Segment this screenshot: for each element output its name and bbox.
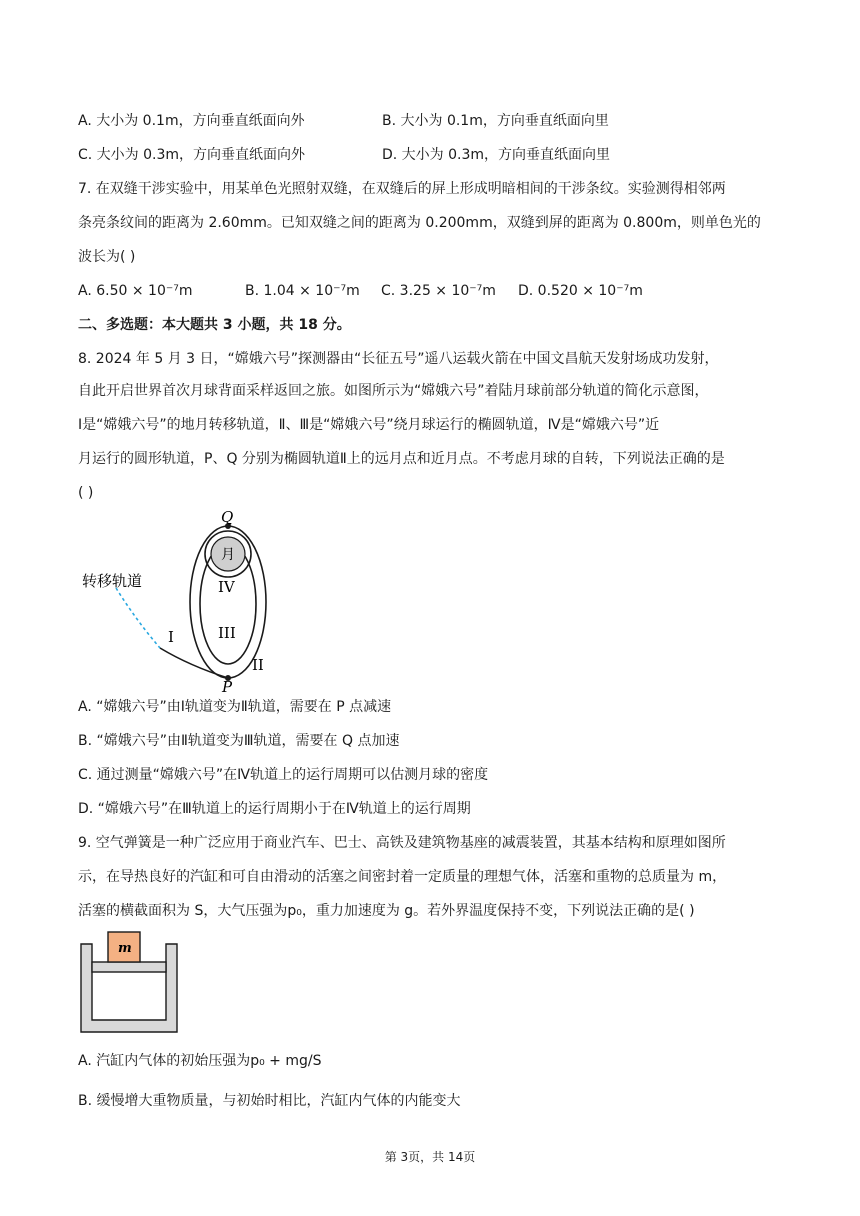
orbit-i: [160, 648, 228, 678]
q7-stem-line1: 7. 在双缝干涉实验中，用某单色光照射双缝，在双缝后的屏上形成明暗相间的干涉条纹。实验测得相邻两: [78, 181, 726, 197]
orbit-diagram: [78, 508, 278, 692]
q6-option-b: B. 大小为 0.1m，方向垂直纸面向里: [382, 113, 609, 129]
piston: [92, 962, 166, 972]
q6-option-d: D. 大小为 0.3m，方向垂直纸面向里: [382, 147, 611, 163]
label-moon: 月: [221, 547, 235, 563]
q7-option-c: C. 3.25 × 10⁻⁷m: [381, 283, 496, 299]
label-iii: III: [218, 624, 236, 642]
air-spring-diagram: [80, 930, 180, 1036]
q8-stem-line3: Ⅰ是“嫦娥六号”的地月转移轨道，Ⅱ、Ⅲ是“嫦娥六号”绕月球运行的椭圆轨道，Ⅳ是“嫦娥六号”近: [78, 417, 660, 433]
q8-option-d: D. “嫦娥六号”在Ⅲ轨道上的运行周期小于在Ⅳ轨道上的运行周期: [78, 801, 471, 817]
q6-option-a: A. 大小为 0.1m，方向垂直纸面向外: [78, 113, 305, 129]
q7-option-a: A. 6.50 × 10⁻⁷m: [78, 283, 193, 299]
q9-stem-line1: 9. 空气弹簧是一种广泛应用于商业汽车、巴士、高铁及建筑物基座的减震装置，其基本结构和原理如图所: [78, 835, 726, 851]
q7-option-d: D. 0.520 × 10⁻⁷m: [518, 283, 643, 299]
q7-stem-line3: 波长为( ): [78, 249, 136, 265]
label-p: P: [222, 678, 233, 692]
q8-stem-line2: 自此开启世界首次月球背面采样返回之旅。如图所示为“嫦娥六号”着陆月球前部分轨道的简化示意图，: [78, 383, 709, 399]
q6-option-c: C. 大小为 0.3m，方向垂直纸面向外: [78, 147, 306, 163]
q9-stem-line3: 活塞的横截面积为 S，大气压强为p₀，重力加速度为 g。若外界温度保持不变，下列说法正确的是( ): [78, 903, 695, 919]
q9-stem-line2: 示，在导热良好的汽缸和可自由滑动的活塞之间密封着一定质量的理想气体，活塞和重物的总质量为 m，: [78, 869, 727, 885]
q8-stem-line5: ( ): [78, 485, 94, 501]
label-ii: II: [252, 656, 264, 674]
section-header: 二、多选题：本大题共 3 小题，共 18 分。: [78, 317, 351, 333]
q7-stem-line2: 条亮条纹间的距离为 2.60mm。已知双缝之间的距离为 0.200mm，双缝到屏的距离为 0.800m，则单色光的: [78, 215, 761, 231]
q8-option-c: C. 通过测量“嫦娥六号”在Ⅳ轨道上的运行周期可以估测月球的密度: [78, 767, 489, 783]
label-iv: IV: [218, 578, 235, 596]
q8-option-b: B. “嫦娥六号”由Ⅱ轨道变为Ⅲ轨道，需要在 Q 点加速: [78, 733, 400, 749]
q8-option-a: A. “嫦娥六号”由Ⅰ轨道变为Ⅱ轨道，需要在 P 点减速: [78, 699, 392, 715]
q7-option-b: B. 1.04 × 10⁻⁷m: [245, 283, 360, 299]
label-i: I: [168, 628, 174, 646]
label-transfer-orbit: 转移轨道: [82, 572, 143, 590]
transfer-orbit-dashed: [116, 588, 160, 648]
q9-option-a: A. 汽缸内气体的初始压强为p₀ + mg/S: [78, 1053, 322, 1069]
q8-stem-line4: 月运行的圆形轨道，P、Q 分别为椭圆轨道Ⅱ上的远月点和近月点。不考虑月球的自转，下列说法正确的是: [78, 451, 725, 467]
q9-option-b: B. 缓慢增大重物质量，与初始时相比，汽缸内气体的内能变大: [78, 1093, 461, 1109]
label-m: m: [118, 941, 132, 956]
label-q: Q: [221, 508, 234, 526]
page-footer: 第 3页，共 14页: [384, 1150, 476, 1164]
q8-stem-line1: 8. 2024 年 5 月 3 日，“嫦娥六号”探测器由“长征五号”遥八运载火箭在中国文昌航天发射场成功发射，: [78, 351, 719, 367]
